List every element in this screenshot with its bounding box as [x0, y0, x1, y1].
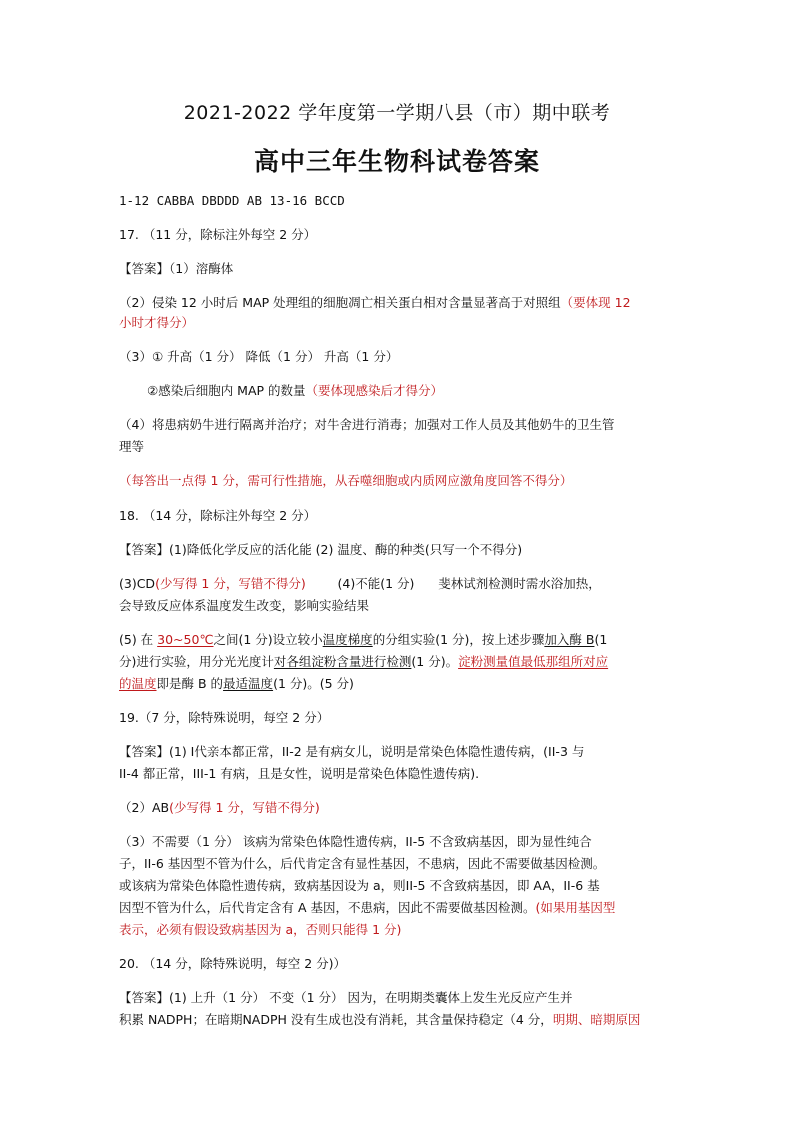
q17-answer-2-line1: （2）侵染 12 小时后 MAP 处理组的细胞凋亡相关蛋白相对含量显著高于对照组（要体现 12 [119, 295, 631, 310]
q19-answer-2: （2）AB(少写得 1 分，写错不得分) [119, 800, 320, 815]
q18-answer-1-2: 【答案】(1)降低化学反应的活化能 (2) 温度、酶的种类(只写一个不得分) [119, 542, 523, 557]
q18-answer-3-note: (少写得 1 分，写错不得分) [155, 576, 306, 591]
q18-heading: 18. （14 分，除标注外每空 2 分） [119, 508, 317, 523]
q19-answer-3-line1: （3）不需要（1 分） 该病为常染色体隐性遗传病，II-5 不含致病基因，即为显性纯合 [119, 834, 592, 849]
q20-answer-1-line2: 积累 NADPH；在暗期NADPH 没有生成也没有消耗，其含量保持稳定（4 分，明期、暗期原因 [119, 1012, 641, 1027]
q18-answer-5-line3: 的温度即是酶 B 的最适温度(1 分)。(5 分) [119, 676, 354, 691]
q19-answer-3-line5: 表示，必须有假设致病基因为 a，否则只能得 1 分) [119, 922, 402, 937]
q19-answer-3-line4: 因型不管为什么，后代肯定含有 A 基因，不患病，因此不需要做基因检测。(如果用基因型 [119, 900, 616, 915]
q17-answer-3-line2: ②感染后细胞内 MAP 的数量（要体现感染后才得分） [147, 383, 444, 398]
choice-answers: 1-12 CABBA DBDDD AB 13-16 BCCD [119, 193, 345, 208]
q19-answer-3-note: (如果用基因型 [535, 900, 616, 915]
q17-heading: 17. （11 分，除标注外每空 2 分） [119, 227, 317, 242]
q17-answer-3-line1: （3）① 升高（1 分） 降低（1 分） 升高（1 分） [119, 349, 399, 364]
q18-answer-3-4-line1: (3)CD(少写得 1 分，写错不得分) (4)不能(1 分) 斐林试剂检测时需水浴加热， [119, 576, 601, 591]
exam-title: 2021-2022 学年度第一学期八县（市）期中联考 [183, 102, 611, 124]
q18-answer-5-line1: (5) 在 30~50℃之间(1 分)设立较小温度梯度的分组实验(1 分)，按上述步骤加入酶 B(1 [119, 632, 608, 647]
q18-answer-4-line2: 会导致反应体系温度发生改变，影响实验结果 [119, 598, 370, 613]
q17-answer-1: 【答案】（1）溶酶体 [119, 261, 234, 276]
q17-answer-4-line1: （4）将患病奶牛进行隔离并治疗；对牛舍进行消毒；加强对工作人员及其他奶牛的卫生管 [119, 417, 615, 432]
q20-answer-1-note: 明期、暗期原因 [552, 1012, 641, 1027]
q19-answer-2-note: (少写得 1 分，写错不得分) [169, 800, 320, 815]
answer-sheet-title: 高中三年生物科试卷答案 [253, 147, 540, 176]
q17-answer-3-note: （要体现感染后才得分） [305, 383, 444, 398]
q17-answer-2-line2: 小时才得分） [119, 315, 195, 330]
q17-answer-4-line2: 理等 [119, 439, 145, 454]
q18-answer-5-line2: 分)进行实验，用分光光度计对各组淀粉含量进行检测(1 分)。淀粉测量值最低那组所对应 [119, 654, 609, 669]
q19-heading: 19.（7 分，除特殊说明，每空 2 分） [119, 710, 330, 725]
q19-answer-3-line3: 或该病为常染色体隐性遗传病，致病基因设为 a，则II-5 不含致病基因，即 AA，II-6 基 [119, 878, 600, 893]
q19-answer-1-line2: II-4 都正常，III-1 有病，且是女性，说明是常染色体隐性遗传病). [119, 766, 480, 781]
q20-answer-1-line1: 【答案】(1) 上升（1 分） 不变（1 分） 因为，在明期类囊体上发生光反应产生并 [119, 990, 573, 1005]
q17-scoring-note: （每答出一点得 1 分，需可行性措施，从吞噬细胞或内质网应激角度回答不得分） [119, 473, 573, 488]
q17-answer-2-note: （要体现 12 [560, 295, 631, 310]
q20-heading: 20. （14 分，除特殊说明，每空 2 分)） [119, 956, 347, 971]
q19-answer-1-line1: 【答案】(1) I代亲本都正常，II-2 是有病女儿，说明是常染色体隐性遗传病，(II-3 与 [119, 744, 585, 759]
q19-answer-3-line2: 子，II-6 基因型不管为什么，后代肯定含有显性基因，不患病，因此不需要做基因检测。 [119, 856, 606, 871]
